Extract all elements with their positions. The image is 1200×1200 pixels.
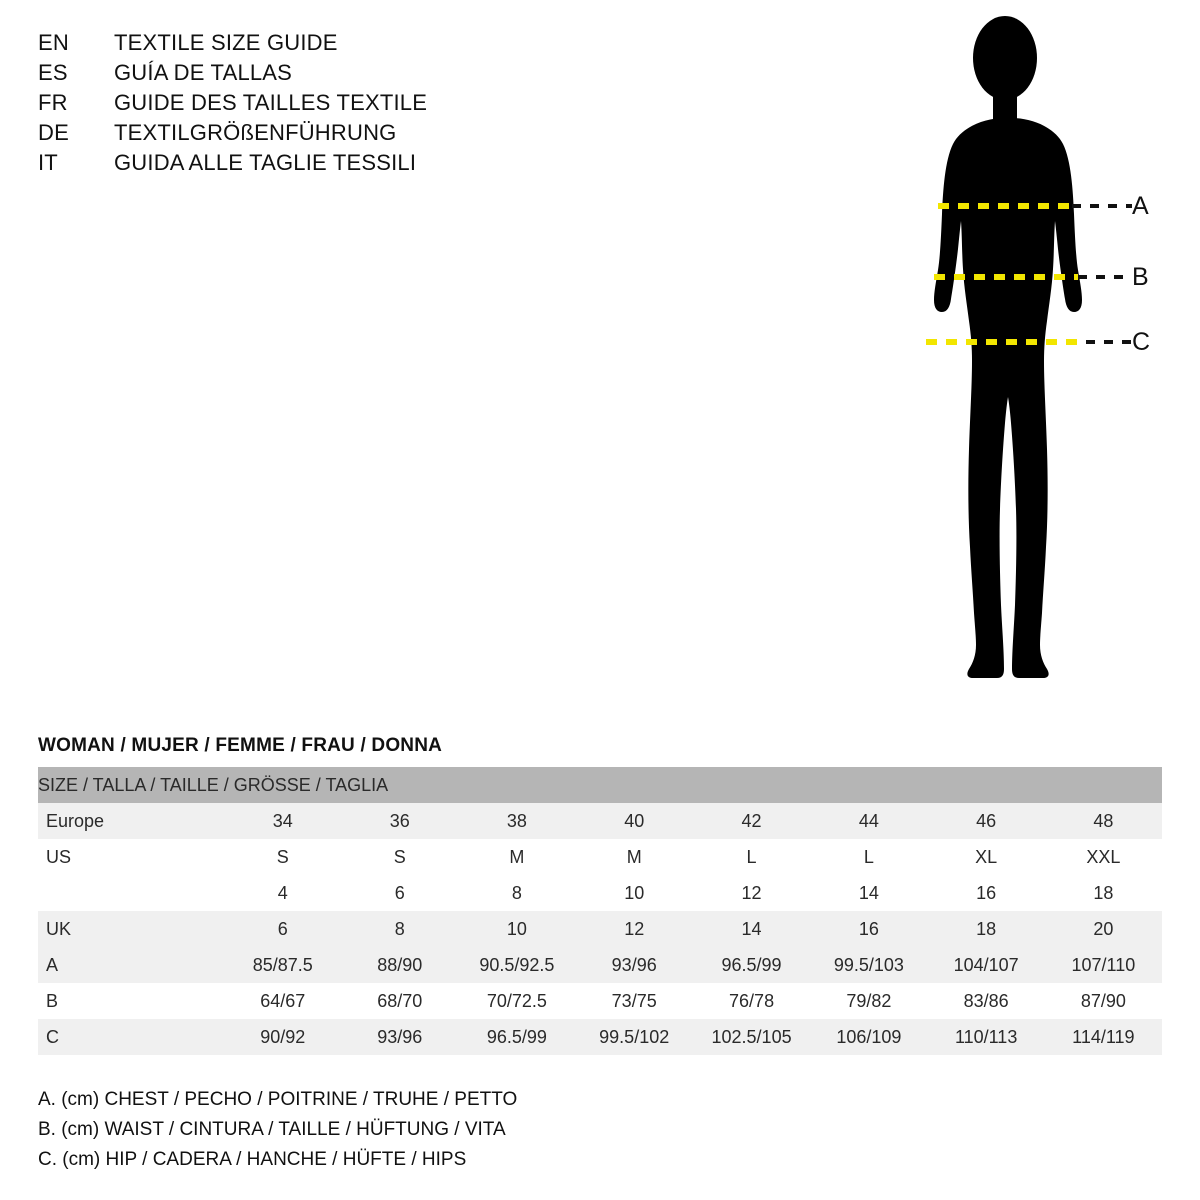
language-row <box>38 60 558 90</box>
row-label: A <box>46 954 59 975</box>
table-header-label: SIZE / TALLA / TAILLE / GRÖSSE / TAGLIA <box>38 767 1162 803</box>
language-title: GUÍA DE TALLAS <box>114 60 293 85</box>
table-cell: M <box>626 846 642 867</box>
table-cell: L <box>746 846 757 867</box>
language-row <box>38 30 558 60</box>
table-cell: 34 <box>272 810 293 831</box>
table-cell: 18 <box>1093 882 1114 903</box>
measurement-legend <box>38 1085 738 1175</box>
table-cell: 44 <box>858 810 879 831</box>
table-cell: 85/87.5 <box>252 954 313 975</box>
row-label: Europe <box>46 810 105 831</box>
language-code: EN <box>38 30 69 55</box>
table-cell: 96.5/99 <box>721 954 782 975</box>
row-label: B <box>46 990 59 1011</box>
table-cell: 12 <box>741 882 762 903</box>
table-cell: 93/96 <box>377 1026 423 1047</box>
table-cell: 73/75 <box>611 990 657 1011</box>
table-cell: 90.5/92.5 <box>479 954 555 975</box>
table-cell: 20 <box>1093 918 1114 939</box>
row-label: C <box>46 1026 59 1047</box>
table-cell: 106/109 <box>836 1026 902 1047</box>
table-cell: 8 <box>394 918 405 939</box>
table-cell: 16 <box>858 918 879 939</box>
table-cell: 6 <box>394 882 405 903</box>
table-row <box>38 947 1162 983</box>
table-cell: S <box>276 846 289 867</box>
table-cell: 99.5/102 <box>599 1026 670 1047</box>
row-label: UK <box>46 918 72 939</box>
table-cell: XL <box>975 846 998 867</box>
size-table-section <box>38 735 1162 1055</box>
table-cell: 114/119 <box>1072 1026 1135 1047</box>
table-cell: 42 <box>741 810 762 831</box>
row-label <box>38 875 224 911</box>
table-row <box>38 911 1162 947</box>
table-row <box>38 875 1162 911</box>
table-cell: 90/92 <box>260 1026 306 1047</box>
table-cell: 16 <box>976 882 997 903</box>
table-row <box>38 1019 1162 1055</box>
language-row <box>38 120 558 150</box>
table-cell: 107/110 <box>1071 954 1136 975</box>
table-cell: 76/78 <box>729 990 775 1011</box>
table-cell: S <box>393 846 406 867</box>
callout-label-a: A <box>1132 192 1149 220</box>
female-silhouette-icon <box>860 10 1190 750</box>
legend-item-b: B. (cm) WAIST / CINTURA / TAILLE / HÜFTUNG / VITA <box>38 1119 506 1140</box>
table-cell: XXL <box>1086 846 1121 867</box>
table-cell: 40 <box>624 810 645 831</box>
table-cell: 46 <box>976 810 997 831</box>
table-cell: L <box>863 846 874 867</box>
table-cell: 79/82 <box>846 990 892 1011</box>
size-table <box>38 767 1162 1055</box>
table-cell: 68/70 <box>377 990 423 1011</box>
language-row <box>38 150 558 180</box>
table-cell: 10 <box>506 918 527 939</box>
table-cell: 99.5/103 <box>833 954 904 975</box>
language-code: ES <box>38 60 68 85</box>
section-title: WOMAN / MUJER / FEMME / FRAU / DONNA <box>38 735 443 756</box>
table-cell: 14 <box>858 882 879 903</box>
table-cell: 48 <box>1093 810 1114 831</box>
row-label: US <box>46 846 72 867</box>
table-cell: 96.5/99 <box>486 1026 547 1047</box>
language-row <box>38 90 558 120</box>
language-code: IT <box>38 150 58 175</box>
table-cell: 70/72.5 <box>486 990 547 1011</box>
table-cell: 18 <box>976 918 997 939</box>
language-title: GUIDA ALLE TAGLIE TESSILI <box>114 150 417 175</box>
language-code: DE <box>38 120 69 145</box>
table-cell: 14 <box>741 918 762 939</box>
table-header-row <box>38 767 1162 803</box>
table-cell: 104/107 <box>953 954 1019 975</box>
callout-label-c: C <box>1132 328 1151 356</box>
table-cell: 83/86 <box>963 990 1009 1011</box>
language-title: TEXTILE SIZE GUIDE <box>114 30 338 55</box>
table-cell: 93/96 <box>611 954 657 975</box>
table-row <box>38 983 1162 1019</box>
legend-item-a: A. (cm) CHEST / PECHO / POITRINE / TRUHE / PETTO <box>38 1089 518 1110</box>
table-cell: 38 <box>506 810 527 831</box>
table-cell: 8 <box>511 882 522 903</box>
language-title: GUIDE DES TAILLES TEXTILE <box>114 90 428 115</box>
language-title-block <box>38 30 558 180</box>
table-cell: 88/90 <box>377 954 423 975</box>
table-cell: M <box>509 846 525 867</box>
legend-item-c: C. (cm) HIP / CADERA / HANCHE / HÜFTE / HIPS <box>38 1149 467 1170</box>
table-cell: 64/67 <box>260 990 306 1011</box>
language-code: FR <box>38 90 68 115</box>
table-cell: 102.5/105 <box>711 1026 792 1047</box>
table-cell: 87/90 <box>1080 990 1126 1011</box>
table-cell: 6 <box>277 918 288 939</box>
table-cell: 10 <box>624 882 645 903</box>
table-cell: 110/113 <box>954 1026 1018 1047</box>
table-row <box>38 839 1162 875</box>
measurement-figure <box>860 10 1190 750</box>
table-row <box>38 803 1162 839</box>
callout-label-b: B <box>1132 263 1149 291</box>
table-cell: 4 <box>277 882 288 903</box>
language-title: TEXTILGRÖßENFÜHRUNG <box>114 120 397 145</box>
table-cell: 36 <box>389 810 410 831</box>
table-cell: 12 <box>624 918 645 939</box>
